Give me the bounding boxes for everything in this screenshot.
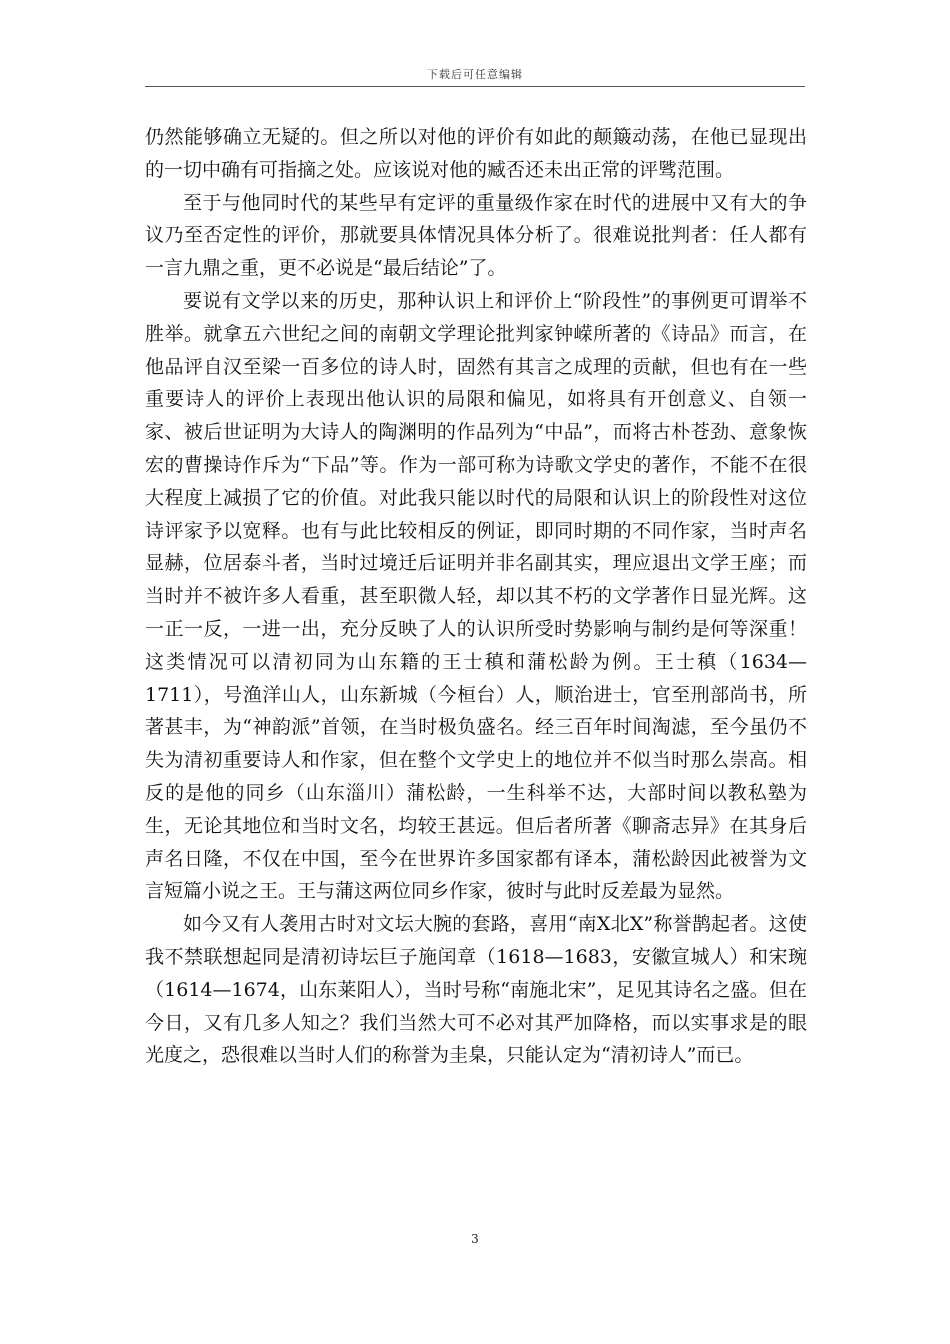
page-number: 3 [471,1232,479,1246]
paragraph-contemporaries: 至于与他同时代的某些早有定评的重量级作家在时代的进展中又有大的争议乃至否定性的评价，那就要具体情况具体分析了。很难说批判者：任人都有一言九鼎之重，更不必说是“最后结论”了。 [145,191,807,280]
document-body [145,121,807,1072]
paragraph-literary-history: 要说有文学以来的历史，那种认识上和评价上“阶段性”的事例更可谓举不胜举。就拿五六世纪之间的南朝文学理论批判家钟嵘所著的《诗品》而言，在他品评自汉至梁一百多位的诗人时，固然有其言之成理的贡献，但也有在一些重要诗人的评价上表现出他认识的局限和偏见，如将具有开创意义、自领一家、被后世证明为大诗人的陶渊明的作品列为“中品”，而将古朴苍劲、意象恢宏的曹操诗作斥为“下品”等。作为一部可称为诗歌文学史的著作，不能不在很大程度上减损了它的价值。对此我只能以时代的局限和认识上的阶段性对这位诗评家予以宽释。也有与此比较相反的例证，即同时期的不同作家，当时声名显赫，位居泰斗者，当时过境迁后证明并非名副其实，理应退出文学王座；而当时并不被许多人看重，甚至职微人轻，却以其不朽的文学著作日显光辉。这一正一反，一进一出，充分反映了人的认识所受时势影响与制约是何等深重！这类情况可以清初同为山东籍的王士稹和蒲松龄为例。王士稹（1634—1711），号渔洋山人，山东新城（今桓台）人，顺治进士，官至刑部尚书，所著甚丰，为“神韵派”首领，在当时极负盛名。经三百年时间淘滤，至今虽仍不失为清初重要诗人和作家，但在整个文学史上的地位并不似当时那么崇高。相反的是他的同乡（山东淄川）蒲松龄，一生科举不达，大部时间以教私塾为生，无论其地位和当时文名，均较王甚远。但后者所著《聊斋志异》在其身后声名日隆，不仅在中国，至今在世界许多国家都有译本，蒲松龄因此被誉为文言短篇小说之王。王与蒲这两位同乡作家，彼时与此时反差最为显然。 [145,289,807,903]
paragraph-continuation: 仍然能够确立无疑的。但之所以对他的评价有如此的颠簸动荡，在他已显现出的一切中确有可指摘之处。应该说对他的臧否还未出正常的评骘范围。 [145,126,807,181]
header-divider [145,86,805,87]
paragraph-nan-shi-bei-song: 如今又有人袭用古时对文坛大腕的套路，喜用“南X北X”称誉鹊起者。这使我不禁联想起同是清初诗坛巨子施闰章（1618—1683，安徽宣城人）和宋琬（1614—1674，山东莱阳人），当时号称“南施北宋”，足见其诗名之盛。但在今日，又有几多人知之？我们当然大可不必对其严加降格，而以实事求是的眼光度之，恐很难以当时人们的称誉为圭臬，只能认定为“清初诗人”而已。 [145,913,807,1067]
page-header: 下载后可任意编辑 [427,68,523,81]
